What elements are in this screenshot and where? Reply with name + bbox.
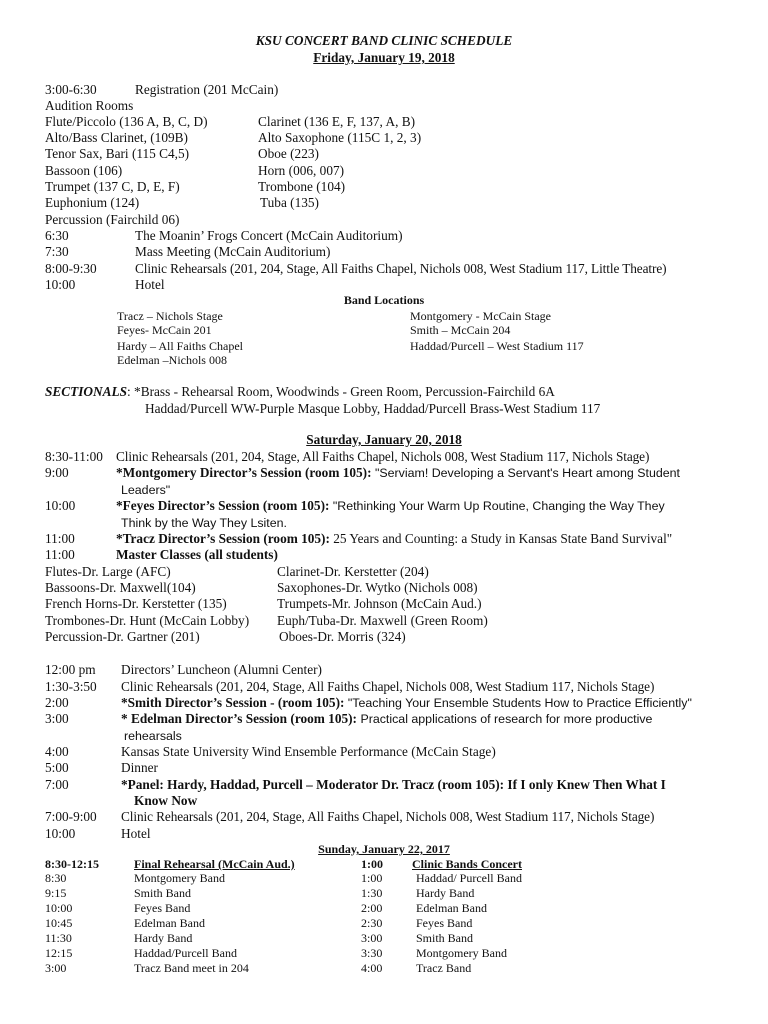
- event-text: [116, 465, 680, 481]
- concert-slot-band: Tracz Band: [416, 961, 472, 975]
- concert-slot-band: Feyes Band: [416, 916, 473, 930]
- event-time: 11:00: [45, 531, 75, 546]
- session-title: * Edelman Director’s Session (room 105):: [121, 711, 357, 726]
- event-time: 2:00: [45, 695, 69, 710]
- room-left: Tenor Sax, Bari (115 C4,5): [45, 146, 190, 161]
- event-text: [121, 711, 652, 727]
- location-left: Hardy – All Faiths Chapel: [117, 339, 243, 353]
- event-text: Clinic Rehearsals (201, 204, Stage, All Faiths Chapel, Nichols 008, West Stadium 117, Nichols Stage): [116, 449, 650, 464]
- master-class-right: Clarinet-Dr. Kerstetter (204): [277, 564, 429, 579]
- rehearsal-band: Montgomery Band: [134, 871, 225, 885]
- rehearsal-band: Hardy Band: [134, 931, 193, 945]
- room-left: Flute/Piccolo (136 A, B, C, D): [45, 114, 208, 129]
- concert-slot-time: 2:00: [361, 901, 383, 915]
- event-text: [116, 531, 672, 547]
- master-class-left: Flutes-Dr. Large (AFC): [45, 564, 171, 579]
- master-class-right: Oboes-Dr. Morris (324): [279, 629, 406, 644]
- session-title: *Feyes Director’s Session (room 105):: [116, 498, 330, 513]
- event-text: Mass Meeting (McCain Auditorium): [135, 244, 331, 259]
- band-locations-title: Band Locations: [343, 293, 425, 307]
- registration-time: 3:00-6:30: [45, 82, 97, 97]
- rehearsal-band: Tracz Band meet in 204: [134, 961, 249, 975]
- session-topic: "Teaching Your Ensemble Students How to Practice Efficiently": [344, 696, 692, 710]
- room-right: Oboe (223): [258, 146, 319, 161]
- event-time: 10:00: [45, 498, 76, 513]
- event-time: 7:00: [45, 777, 69, 792]
- event-time: 7:30: [45, 244, 69, 259]
- final-rehearsal-label: Final Rehearsal (McCain Aud.): [134, 857, 295, 871]
- event-time: 7:00-9:00: [45, 809, 97, 824]
- event-text: Master Classes (all students): [116, 547, 278, 562]
- session-title: *Tracz Director’s Session (room 105):: [116, 531, 330, 546]
- room-right: Trombone (104): [258, 179, 346, 194]
- friday-date: Friday, January 19, 2018: [313, 50, 455, 65]
- room-right: Horn (006, 007): [258, 163, 345, 178]
- document-title: KSU CONCERT BAND CLINIC SCHEDULE: [255, 33, 513, 48]
- concert-slot-band: Edelman Band: [416, 901, 487, 915]
- audition-rooms-label: Audition Rooms: [45, 98, 134, 113]
- session-title: *Smith Director’s Session - (room 105):: [121, 695, 345, 710]
- location-left: Feyes- McCain 201: [117, 323, 212, 337]
- location-right: Haddad/Purcell – West Stadium 117: [410, 339, 584, 353]
- sectionals-line2: Haddad/Purcell WW-Purple Masque Lobby, Haddad/Purcell Brass-West Stadium 117: [145, 401, 601, 416]
- event-text: [116, 498, 665, 514]
- sunday-date: Sunday, January 22, 2017: [318, 842, 450, 856]
- concert-slot-band: Smith Band: [416, 931, 474, 945]
- event-time: 9:00: [45, 465, 69, 480]
- event-time: 6:30: [45, 228, 69, 243]
- rehearsal-band: Feyes Band: [134, 901, 191, 915]
- session-topic-cont: rehearsals: [124, 729, 182, 743]
- rehearsal-time: 10:00: [45, 901, 73, 915]
- event-text: Hotel: [135, 277, 165, 292]
- rehearsal-time: 12:15: [45, 946, 73, 960]
- concert-slot-band: Haddad/ Purcell Band: [416, 871, 522, 885]
- event-time: 3:00: [45, 711, 69, 726]
- event-text: Clinic Rehearsals (201, 204, Stage, All Faiths Chapel, Nichols 008, West Stadium 117, Little Theatre): [135, 261, 667, 276]
- sectionals-label: SECTIONALS: [45, 384, 128, 399]
- rehearsal-time: 10:45: [45, 916, 73, 930]
- sectionals-text: : *Brass - Rehearsal Room, Woodwinds - Green Room, Percussion-Fairchild 6A: [127, 384, 555, 399]
- session-topic: "Serviam! Developing a Servant's Heart among Student: [371, 466, 680, 480]
- event-text: Hotel: [121, 826, 151, 841]
- saturday-date: Saturday, January 20, 2018: [306, 432, 462, 447]
- room-left: Trumpet (137 C, D, E, F): [45, 179, 180, 194]
- sectionals-line: [45, 384, 555, 400]
- event-time: 4:00: [45, 744, 69, 759]
- concert-slot-time: 1:30: [361, 886, 383, 900]
- registration-text: Registration (201 McCain): [135, 82, 279, 97]
- concert-time: 1:00: [361, 857, 383, 871]
- panel-title-cont: Know Now: [134, 793, 198, 808]
- location-left: Edelman –Nichols 008: [117, 353, 227, 367]
- concert-slot-time: 3:00: [361, 931, 383, 945]
- concert-slot-time: 1:00: [361, 871, 383, 885]
- concert-label: Clinic Bands Concert: [412, 857, 523, 871]
- session-topic-cont: Think by the Way They Lsiten.: [121, 516, 287, 530]
- location-right: Smith – McCain 204: [410, 323, 511, 337]
- rehearsal-band: Smith Band: [134, 886, 192, 900]
- event-time: 10:00: [45, 277, 76, 292]
- location-left: Tracz – Nichols Stage: [117, 309, 223, 323]
- master-class-left: French Horns-Dr. Kerstetter (135): [45, 596, 227, 611]
- event-text: [121, 695, 692, 711]
- event-time: 8:00-9:30: [45, 261, 97, 276]
- session-topic-cont: Leaders": [121, 483, 171, 497]
- session-topic: Practical applications of research for more productive: [357, 712, 653, 726]
- event-time: 12:00 pm: [45, 662, 96, 677]
- rehearsal-band: Haddad/Purcell Band: [134, 946, 237, 960]
- room-right: Alto Saxophone (115C 1, 2, 3): [258, 130, 422, 145]
- master-class-left: Trombones-Dr. Hunt (McCain Lobby): [45, 613, 250, 628]
- master-class-right: Saxophones-Dr. Wytko (Nichols 008): [277, 580, 478, 595]
- event-text: Directors’ Luncheon (Alumni Center): [121, 662, 322, 677]
- concert-slot-band: Hardy Band: [416, 886, 475, 900]
- room-left: Bassoon (106): [45, 163, 123, 178]
- room-right: Clarinet (136 E, F, 137, A, B): [258, 114, 416, 129]
- rehearsal-band: Edelman Band: [134, 916, 205, 930]
- concert-slot-time: 4:00: [361, 961, 383, 975]
- panel-title: *Panel: Hardy, Haddad, Purcell – Moderator Dr. Tracz (room 105): If I only Knew Then What I: [121, 777, 666, 792]
- session-title: *Montgomery Director’s Session (room 105):: [116, 465, 372, 480]
- event-time: 5:00: [45, 760, 69, 775]
- event-time: 11:00: [45, 547, 75, 562]
- concert-slot-band: Montgomery Band: [416, 946, 507, 960]
- concert-slot-time: 3:30: [361, 946, 383, 960]
- room-right: Tuba (135): [260, 195, 319, 210]
- event-time: 8:30-11:00: [45, 449, 103, 464]
- location-right: Montgomery - McCain Stage: [410, 309, 551, 323]
- rehearsal-time: 3:00: [45, 961, 67, 975]
- session-topic: "Rethinking Your Warm Up Routine, Changing the Way They: [329, 499, 665, 513]
- session-topic: 25 Years and Counting: a Study in Kansas State Band Survival": [329, 531, 673, 546]
- rehearsal-time: 9:15: [45, 886, 67, 900]
- rehearsal-time: 11:30: [45, 931, 72, 945]
- event-text: Clinic Rehearsals (201, 204, Stage, All Faiths Chapel, Nichols 008, West Stadium 117, Nichols Stage): [121, 809, 655, 824]
- event-text: Dinner: [121, 760, 158, 775]
- master-class-left: Percussion-Dr. Gartner (201): [45, 629, 200, 644]
- master-class-right: Euph/Tuba-Dr. Maxwell (Green Room): [277, 613, 488, 628]
- event-text: The Moanin’ Frogs Concert (McCain Auditorium): [135, 228, 403, 243]
- room-left: Euphonium (124): [45, 195, 140, 210]
- final-rehearsal-time: 8:30-12:15: [45, 857, 99, 871]
- room-left: Percussion (Fairchild 06): [45, 212, 180, 227]
- concert-slot-time: 2:30: [361, 916, 383, 930]
- room-left: Alto/Bass Clarinet, (109B): [45, 130, 188, 145]
- master-class-right: Trumpets-Mr. Johnson (McCain Aud.): [277, 596, 482, 611]
- event-text: Kansas State University Wind Ensemble Performance (McCain Stage): [121, 744, 496, 759]
- event-time: 10:00: [45, 826, 76, 841]
- rehearsal-time: 8:30: [45, 871, 67, 885]
- master-class-left: Bassoons-Dr. Maxwell(104): [45, 580, 196, 595]
- event-time: 1:30-3:50: [45, 679, 97, 694]
- event-text: Clinic Rehearsals (201, 204, Stage, All Faiths Chapel, Nichols 008, West Stadium 117, Nichols Stage): [121, 679, 655, 694]
